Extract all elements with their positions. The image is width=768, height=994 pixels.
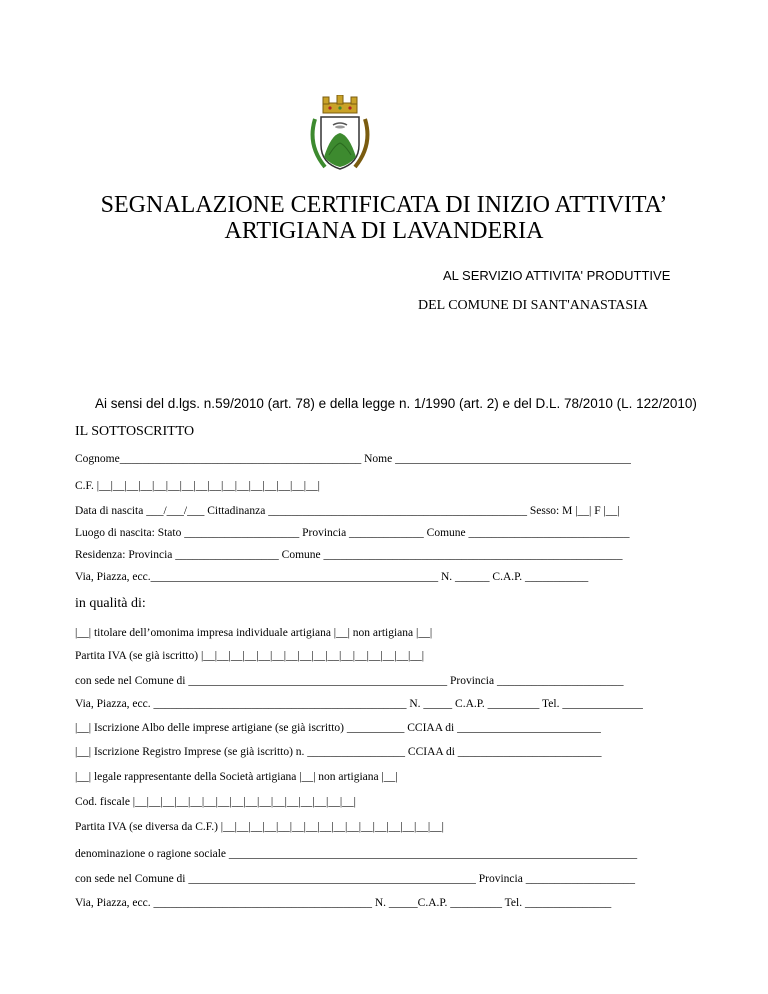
field-sede-comune[interactable]: con sede nel Comune di _____________________________________________ Provincia ______________________ bbox=[75, 675, 624, 687]
field-sede-comune-societa[interactable]: con sede nel Comune di __________________________________________________ Provincia ___________________ bbox=[75, 873, 635, 885]
coat-of-arms-icon bbox=[305, 95, 375, 175]
field-via-sede[interactable]: Via, Piazza, ecc. ____________________________________________ N. _____ C.A.P. _________ Tel. ______________ bbox=[75, 698, 643, 710]
legal-reference: Ai sensi del d.lgs. n.59/2010 (art. 78) e della legge n. 1/1990 (art. 2) e del D.L. 78/2010 (L. 122/2010) bbox=[95, 396, 697, 411]
field-iscrizione-albo[interactable]: |__| Iscrizione Albo delle imprese artigiane (se già iscritto) __________ CCIAA di _________________________ bbox=[75, 722, 601, 734]
field-residenza[interactable]: Residenza: Provincia __________________ Comune ____________________________________________________ bbox=[75, 549, 623, 561]
field-partita-iva-societa[interactable]: Partita IVA (se diversa da C.F.) |__|__|__|__|__|__|__|__|__|__|__|__|__|__|__|__| bbox=[75, 821, 444, 833]
section-heading-in-qualita: in qualità di: bbox=[75, 596, 146, 611]
document-title-line2: ARTIGIANA DI LAVANDERIA bbox=[224, 218, 544, 244]
field-denominazione[interactable]: denominazione o ragione sociale _______________________________________________________________________ bbox=[75, 848, 638, 860]
field-nascita-cittadinanza-sesso[interactable]: Data di nascita ___/___/___ Cittadinanza _____________________________________________ Sesso: M |__| F |__| bbox=[75, 505, 620, 517]
section-heading-sottoscritto: IL SOTTOSCRITTO bbox=[75, 424, 195, 439]
field-codice-fiscale[interactable]: C.F. |__|__|__|__|__|__|__|__|__|__|__|__|__|__|__|__| bbox=[75, 480, 320, 492]
field-via-residenza[interactable]: Via, Piazza, ecc.__________________________________________________ N. ______ C.A.P. ___________ bbox=[75, 571, 589, 583]
field-legale-rappresentante[interactable]: |__| legale rappresentante della Società artigiana |__| non artigiana |__| bbox=[75, 771, 398, 783]
field-cognome-nome[interactable]: Cognome__________________________________________ Nome _________________________________________ bbox=[75, 453, 631, 465]
field-via-sede-societa[interactable]: Via, Piazza, ecc. ______________________________________ N. _____C.A.P. _________ Tel. _______________ bbox=[75, 897, 612, 909]
field-cod-fiscale-societa[interactable]: Cod. fiscale |__|__|__|__|__|__|__|__|__|__|__|__|__|__|__|__| bbox=[75, 796, 356, 808]
field-luogo-nascita[interactable]: Luogo di nascita: Stato ____________________ Provincia _____________ Comune ____________________________ bbox=[75, 527, 630, 539]
recipient-municipality: DEL COMUNE DI SANT'ANASTASIA bbox=[418, 298, 648, 313]
field-iscrizione-registro[interactable]: |__| Iscrizione Registro Imprese (se già iscritto) n. _________________ CCIAA di _________________________ bbox=[75, 746, 602, 758]
field-titolare-impresa[interactable]: |__| titolare dell’omonima impresa individuale artigiana |__| non artigiana |__| bbox=[75, 627, 433, 639]
recipient-office: AL SERVIZIO ATTIVITA' PRODUTTIVE bbox=[443, 268, 671, 283]
document-title-line1: SEGNALAZIONE CERTIFICATA DI INIZIO ATTIVITA’ bbox=[100, 192, 668, 218]
field-partita-iva[interactable]: Partita IVA (se già iscritto) |__|__|__|__|__|__|__|__|__|__|__|__|__|__|__|__| bbox=[75, 650, 425, 662]
